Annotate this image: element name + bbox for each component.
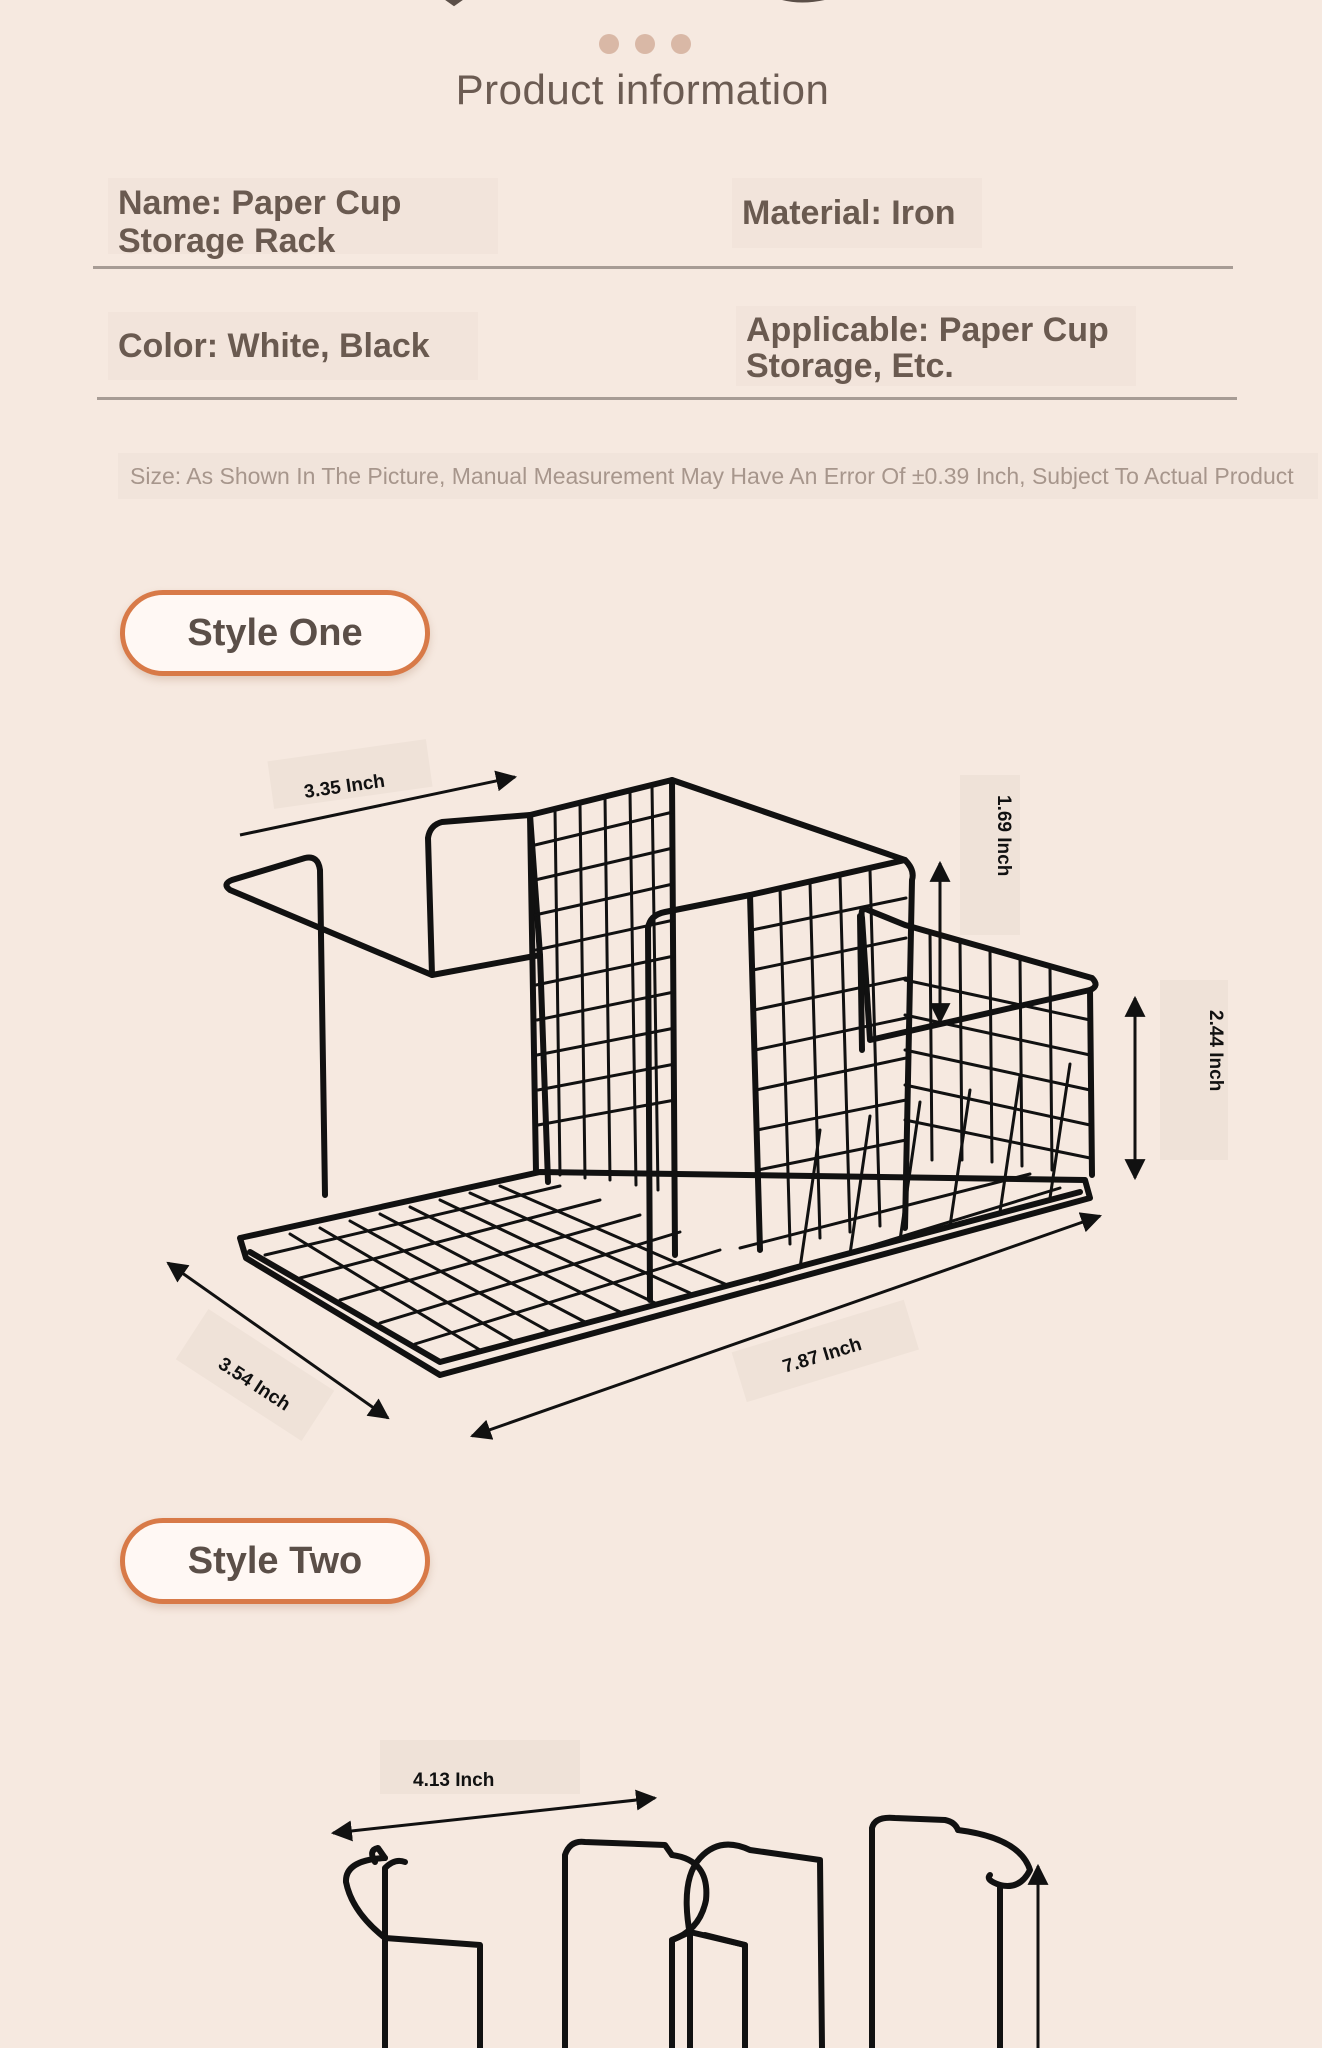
dim-arrow-s2-top-width: [333, 1798, 655, 1833]
dim-label-height: 2.44 Inch: [1205, 1010, 1226, 1092]
style-two-rack-illustration: [346, 1818, 1030, 2048]
info-color-text: Color: White, Black: [118, 327, 430, 365]
dim-label-s2-top-width: 4.13 Inch: [413, 1770, 495, 1791]
info-applicable-line1: Applicable: Paper Cup: [746, 311, 1109, 349]
style-two-button[interactable]: Style Two: [120, 1518, 430, 1604]
info-material-text: Material: Iron: [742, 194, 956, 232]
info-name-line2: Storage Rack: [118, 222, 336, 260]
dim-label-length: 7.87 Inch: [780, 1333, 865, 1378]
dim-label-inner-height: 1.69 Inch: [993, 795, 1014, 877]
dim-label-depth: 3.54 Inch: [214, 1353, 294, 1416]
section-title: Product information: [455, 66, 830, 113]
info-name-line1: Name: Paper Cup: [118, 184, 402, 222]
info-applicable-line2: Storage, Etc.: [746, 347, 954, 385]
size-note: Size: As Shown In The Picture, Manual Measurement May Have An Error Of ±0.39 Inch, Subject To Actual Product: [118, 453, 1318, 499]
dim-label-top-width: 3.35 Inch: [302, 770, 387, 803]
style-one-button[interactable]: Style One: [120, 590, 430, 676]
